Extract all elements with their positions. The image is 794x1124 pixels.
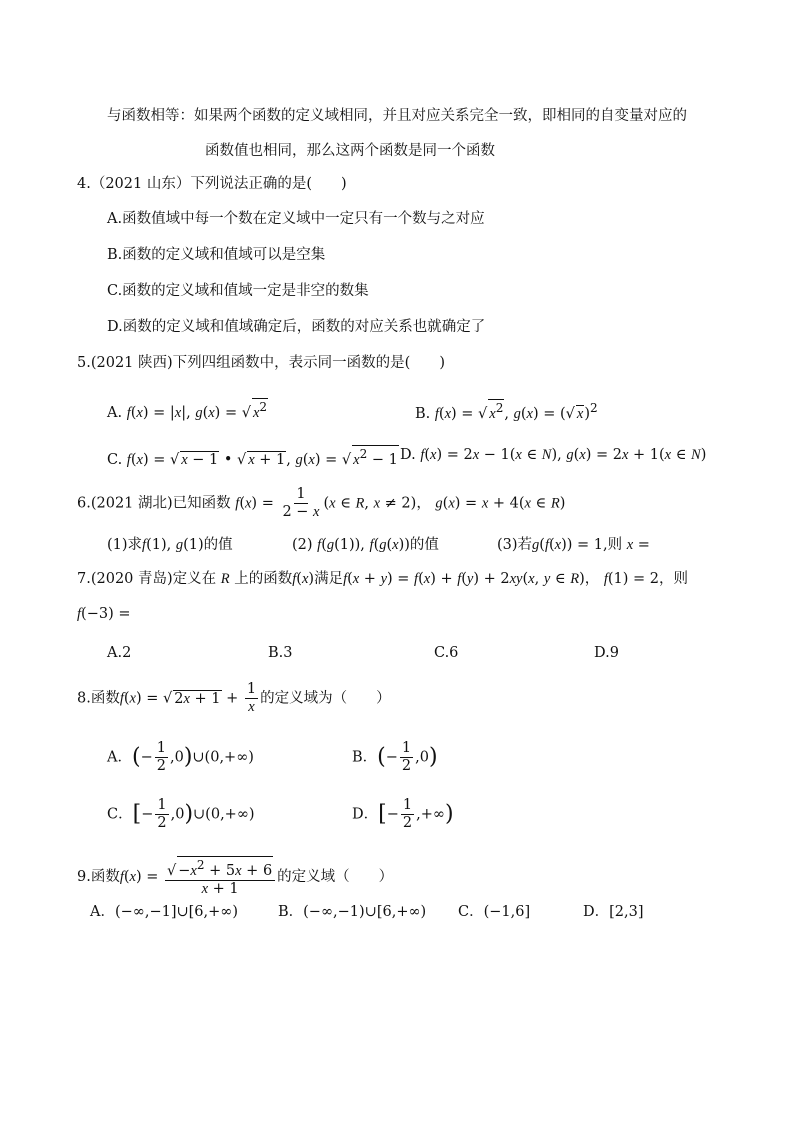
q8-option-d: D．[− $\frac{1}{2}$ ,+∞) [352,797,454,831]
q7-option-d: D.9 [594,645,619,661]
q4-option-c: C.函数的定义域和值域一定是非空的数集 [107,283,369,299]
q6-part-3: (3)若g(f(x)) = 1,则 x = [497,537,650,553]
q7-stem: 7.(2020 青岛)定义在 R 上的函数f(x)满足f(x + y) = f(x) + f(y) + 2xy(x, y ∈ R)， f(1) = 2，则 [77,571,689,587]
q5-option-a: A. f(x) = |x|, g(x) = √ $x^2$ [107,400,268,421]
q4-stem: 4.（2021 山东）下列说法正确的是( ) [77,176,347,192]
q9-option-a: A．(−∞,−1]∪[6,+∞) [90,904,239,920]
q7-option-a: A.2 [107,645,132,661]
q8-option-c: C．[− $\frac{1}{2}$ ,0)∪(0,+∞) [107,797,255,831]
q4-option-b: B.函数的定义域和值域可以是空集 [107,247,326,263]
intro-line-1: 与函数相等：如果两个函数的定义域相同，并且对应关系完全一致，即相同的自变量对应的 [107,108,687,124]
q8-option-b: B．(− $\frac{1}{2}$ ,0) [352,740,438,774]
q6-stem: 6.(2021 湖北)已知函数 f(x) = $\frac{1}{2 - x}$ (x ∈ R, x ≠ 2)， g(x) = x + 4(x ∈ R) [77,486,566,520]
q7-option-c: C.6 [434,645,459,661]
q9-option-b: B．(−∞,−1)∪[6,+∞) [278,904,427,920]
q5-option-b: B. f(x) = √ $x^2$, g(x) = (√ x)$^2$ [415,401,598,422]
q8-option-a: A．(− $\frac{1}{2}$ ,0)∪(0,+∞) [107,740,254,774]
intro-line-2: 函数值也相同，那么这两个函数是同一个函数 [205,143,495,159]
q8-stem: 8.函数f(x) = √ 2x + 1 + $\frac{1}{x}$ 的定义域为（ ） [77,681,391,715]
q9-option-c: C．(−1,6] [458,904,531,920]
q9-stem: 9.函数f(x) = $\frac{√ -x^2 + 5x + 6}{x + 1}$ 的定义域（ ） [77,858,394,897]
q6-part-1: (1)求f(1), g(1)的值 [107,537,233,553]
q9-option-d: D．[2,3] [583,904,644,920]
q5-option-c: C. f(x) = √ x − 1 • √ x + 1, g(x) = √ $x^2 - 1$ [107,447,398,468]
q7-option-b: B.3 [268,645,293,661]
q4-option-d: D.函数的定义域和值域确定后，函数的对应关系也就确定了 [107,319,486,335]
q5-stem: 5.(2021 陕西)下列四组函数中，表示同一函数的是( ) [77,355,445,371]
q6-part-2: (2) f(g(1)), f(g(x))的值 [292,537,439,553]
q5-option-d: D. f(x) = 2x − 1(x ∈ N), g(x) = 2x + 1(x ∈ N) [400,447,707,463]
q4-option-a: A.函数值域中每一个数在定义域中一定只有一个数与之对应 [107,211,485,227]
q7-stem-cont: f(−3) = [77,606,131,622]
